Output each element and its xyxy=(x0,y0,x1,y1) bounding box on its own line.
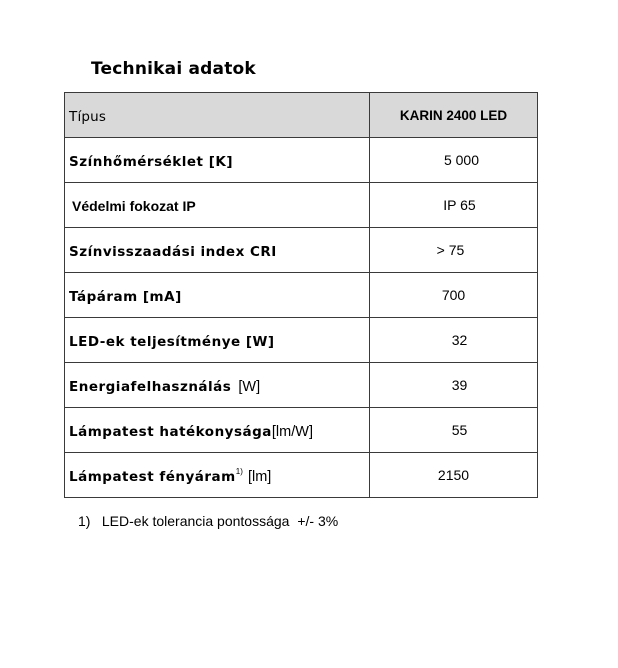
table-row xyxy=(65,453,538,498)
header-label-cell xyxy=(65,93,370,138)
footnote xyxy=(78,513,338,529)
table-row xyxy=(65,273,538,318)
header-value: KARIN 2400 LED xyxy=(399,107,508,123)
row-label: Lámpatest fényáram xyxy=(69,468,236,485)
row-value: 2150 xyxy=(437,467,470,483)
row-value-cell xyxy=(370,453,538,498)
row-value-cell xyxy=(370,183,538,228)
row-value-cell xyxy=(370,408,538,453)
row-label-cell xyxy=(65,363,370,408)
table-row xyxy=(65,408,538,453)
row-label: Védelmi fokozat IP xyxy=(72,197,196,214)
table-row xyxy=(65,228,538,273)
table-row xyxy=(65,138,538,183)
row-value-cell xyxy=(370,363,538,408)
row-label-cell xyxy=(65,183,370,228)
spec-table xyxy=(64,92,538,498)
row-label: Tápáram [mA] xyxy=(69,288,182,305)
row-value: 5 000 xyxy=(443,152,480,168)
table-row xyxy=(65,363,538,408)
table-header-row xyxy=(65,93,538,138)
row-label: Lámpatest hatékonysága xyxy=(69,423,272,440)
row-value: > 75 xyxy=(436,242,465,258)
row-label-cell xyxy=(65,273,370,318)
row-value-cell xyxy=(370,273,538,318)
row-label-cell xyxy=(65,453,370,498)
row-label: Színhőmérséklet [K] xyxy=(69,153,233,170)
header-value-cell xyxy=(370,93,538,138)
row-label-cell xyxy=(65,318,370,363)
row-unit: [W] xyxy=(238,378,261,395)
row-value: IP 65 xyxy=(443,197,476,213)
row-label-cell xyxy=(65,228,370,273)
row-unit: [lm] xyxy=(247,468,272,485)
row-label: LED-ek teljesítménye [W] xyxy=(69,333,275,350)
row-label-cell xyxy=(65,408,370,453)
row-value: 700 xyxy=(441,287,466,303)
row-value-cell xyxy=(370,318,538,363)
header-label: Típus xyxy=(69,108,107,125)
row-value-cell xyxy=(370,138,538,183)
row-label: Színvisszaadási index CRI xyxy=(69,243,277,260)
row-value: 32 xyxy=(451,332,468,348)
footnote-tolerance: +/- 3% xyxy=(297,513,339,529)
table-row xyxy=(65,183,538,228)
footnote-text: LED-ek tolerancia pontossága xyxy=(101,513,290,529)
table-row xyxy=(65,318,538,363)
page-title: Technikai adatok xyxy=(91,59,256,79)
row-unit: [lm/W] xyxy=(271,423,313,440)
footnote-marker: 1) xyxy=(235,466,243,476)
row-label: Energiafelhasználás xyxy=(69,378,232,395)
row-label-cell xyxy=(65,138,370,183)
row-value: 55 xyxy=(451,422,468,438)
row-value-cell xyxy=(370,228,538,273)
row-value: 39 xyxy=(451,377,468,393)
footnote-number: 1) xyxy=(78,513,91,529)
